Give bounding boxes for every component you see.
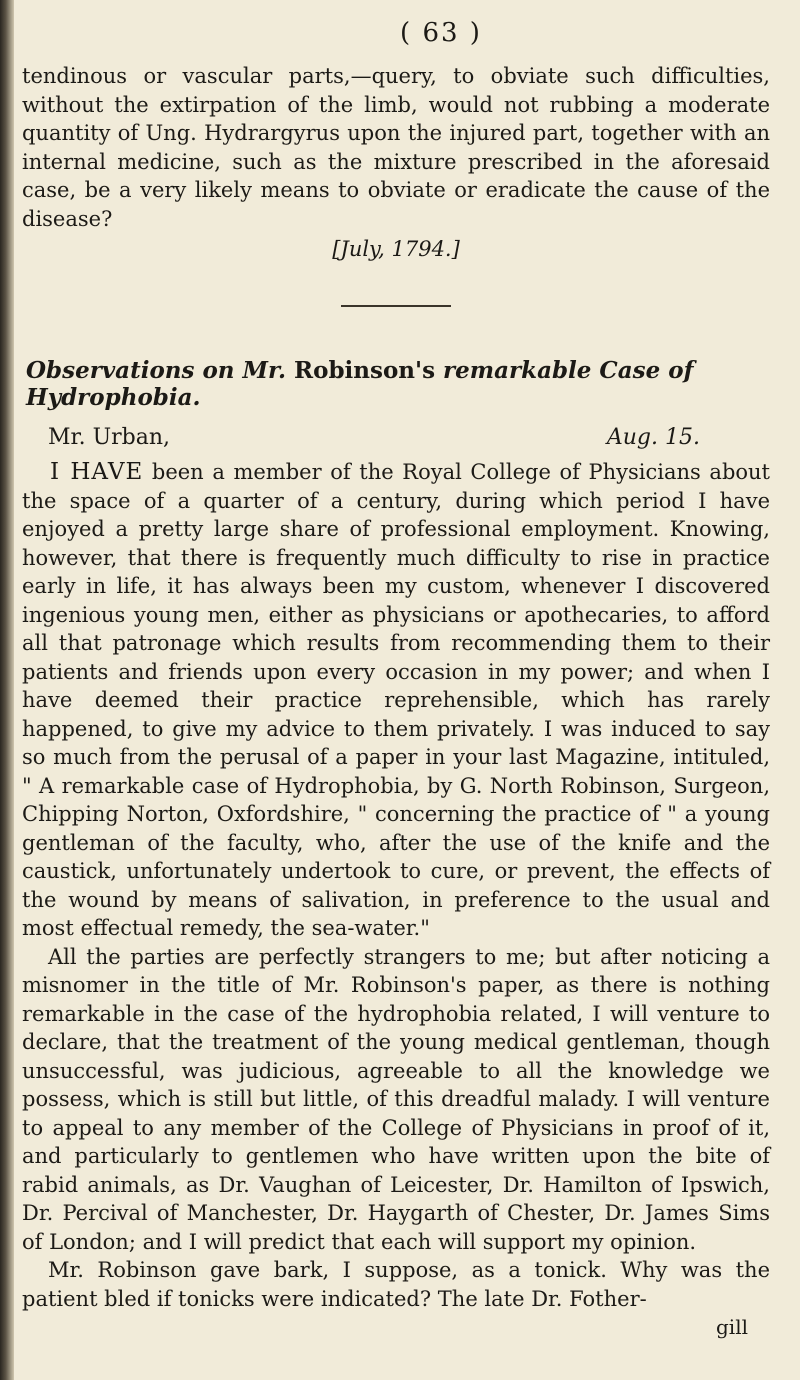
letter-body xyxy=(22,458,770,1313)
page-number: ( 63 ) xyxy=(400,18,482,48)
article-title-prefix: Observations on Mr. xyxy=(26,357,295,384)
letter-salutation-row xyxy=(48,425,700,450)
letter-date: Aug. 15. xyxy=(606,425,700,450)
opening-words: I HAVE xyxy=(50,459,144,485)
intro-paragraph: tendinous or vascular parts,—query, to obviate such difficulties, without the extirpation of the limb, would not rubbing a moderate quantity of Ung. Hydrargyrus upon the injured part, together with an internal medicine, such as the mixture prescribed in the aforesaid case, be a very likely means to obviate or eradicate the cause of the disease? xyxy=(22,64,770,231)
page-gutter-shadow xyxy=(0,0,14,1380)
article-title xyxy=(26,357,770,411)
section-divider xyxy=(341,305,451,307)
catchword: gill xyxy=(716,1315,748,1339)
document-page xyxy=(22,18,770,1339)
intro-date: [July, 1794.] xyxy=(332,237,460,261)
salutation: Mr. Urban, xyxy=(48,425,171,450)
letter-paragraph-3: Mr. Robinson gave bark, I suppose, as a tonick. Why was the patient bled if tonicks were indicated? The late Dr. Fother- xyxy=(22,1258,770,1311)
article-title-suffix: remarkable Case of Hydrophobia. xyxy=(26,357,694,411)
letter-paragraph-1-text: been a member of the Royal College of Physicians about the space of a quarter of a century, during which period I have enjoyed a pretty large share of professional employment. Knowing, however, that there is frequently much difficulty to rise in practice early in life, it has always been my custom, whenever I discovered ingenious young men, either as physicians or apothecaries, to afford all that patronage which results from recommending them to their patients and friends upon every occasion in my power; and when I have deemed their practice reprehensible, which has rarely happened, to give my advice to them privately. I was induced to say so much from the perusal of a paper in your last Magazine, intituled, " A remarkable case of Hydrophobia, by G. North Robinson, Surgeon, Chipping Norton, Oxfordshire, " concerning the practice of " a young gentleman of the faculty, who, after the use of the knife and the caustick, unfortunately undertook to cure, or prevent, the effects of the wound by means of salivation, in preference to the usual and most effectual remedy, the sea-water." xyxy=(22,460,770,940)
letter-paragraph-2: All the parties are perfectly strangers to me; but after noticing a misnomer in the title of Mr. Robinson's paper, as there is nothing remarkable in the case of the hydrophobia related, I will venture to declare, that the treatment of the young medical gentleman, though unsuccessful, was judicious, agreeable to all the knowledge we possess, which is still but little, of this dreadful malady. I will venture to appeal to any member of the College of Physicians in proof of it, and particularly to gentlemen who have written upon the bite of rabid animals, as Dr. Vaughan of Leicester, Dr. Hamilton of Ipswich, Dr. Percival of Manchester, Dr. Haygarth of Chester, Dr. James Sims of London; and I will predict that each will support my opinion. xyxy=(22,944,770,1254)
letter-paragraph-1 xyxy=(22,458,770,943)
article-title-name: Robinson's xyxy=(294,357,436,384)
